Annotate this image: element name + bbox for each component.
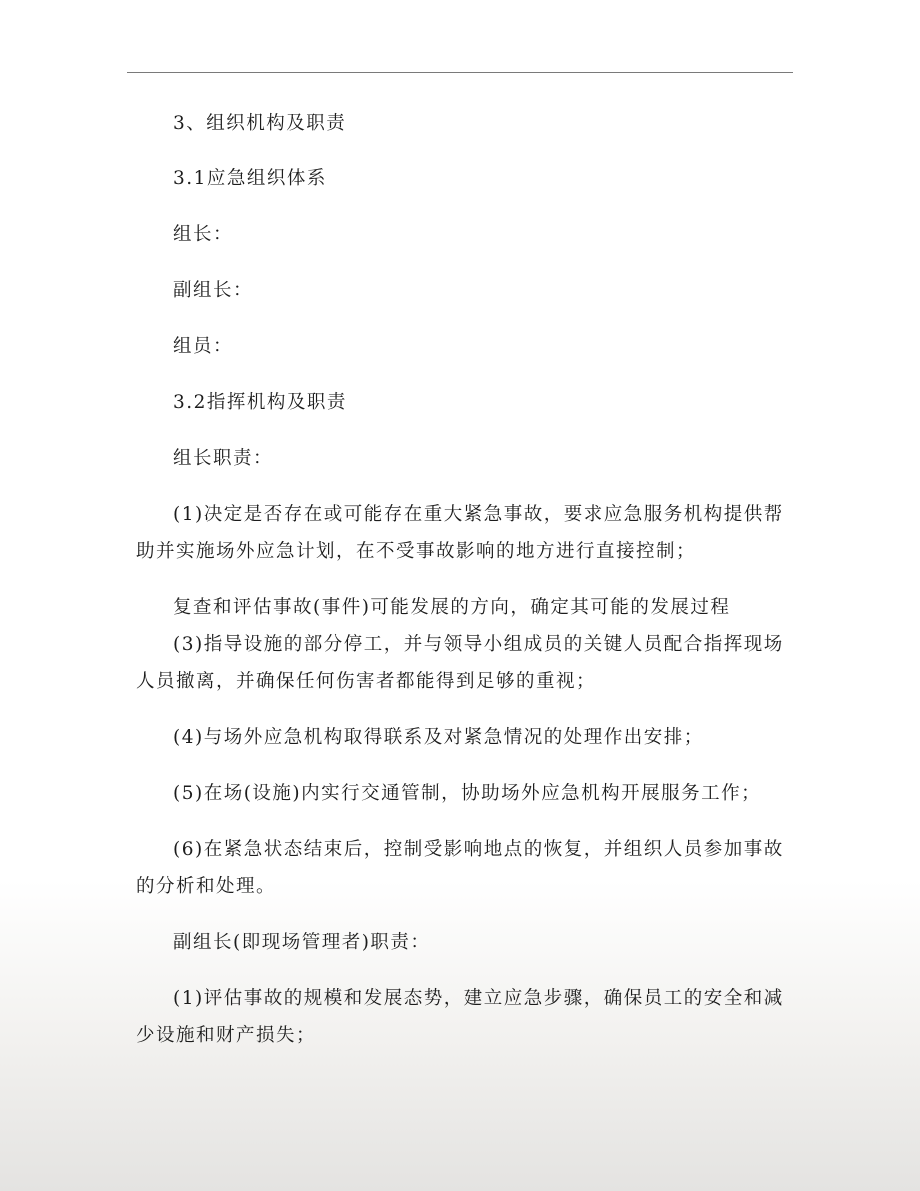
leader-duty-4: (4)与场外应急机构取得联系及对紧急情况的处理作出安排； (173, 727, 704, 748)
leader-duty-6: (6)在紧急状态结束后，控制受影响地点的恢复，并组织人员参加事故的分析和处理。 (136, 839, 784, 897)
header-rule (127, 72, 793, 73)
deputy-duties-heading: 副组长(即现场管理者)职责： (173, 932, 431, 953)
members-label: 组员： (173, 336, 234, 357)
leader-duty-3: (3)指导设施的部分停工，并与领导小组成员的关键人员配合指挥现场人员撤离，并确保任何伤害者都能得到足够的重视； (136, 634, 784, 692)
leader-duty-5: (5)在场(设施)内实行交通管制，协助场外应急机构开展服务工作； (173, 783, 762, 804)
deputy-duty-1: (1)评估事故的规模和发展态势，建立应急步骤，确保员工的安全和减少设施和财产损失； (136, 988, 784, 1046)
leader-duties-heading: 组长职责： (173, 448, 274, 469)
section-heading-3: 3、组织机构及职责 (173, 113, 347, 134)
leader-label: 组长： (173, 224, 234, 245)
leader-duty-1: (1)决定是否存在或可能存在重大紧急事故，要求应急服务机构提供帮助并实施场外应急计划，在不受事故影响的地方进行直接控制； (136, 504, 784, 562)
subsection-heading-3-2: 3.2指挥机构及职责 (173, 392, 347, 413)
subsection-heading-3-1: 3.1应急组织体系 (173, 168, 327, 189)
leader-duty-2: 复查和评估事故(事件)可能发展的方向，确定其可能的发展过程 (173, 597, 731, 618)
deputy-leader-label: 副组长： (173, 280, 254, 301)
